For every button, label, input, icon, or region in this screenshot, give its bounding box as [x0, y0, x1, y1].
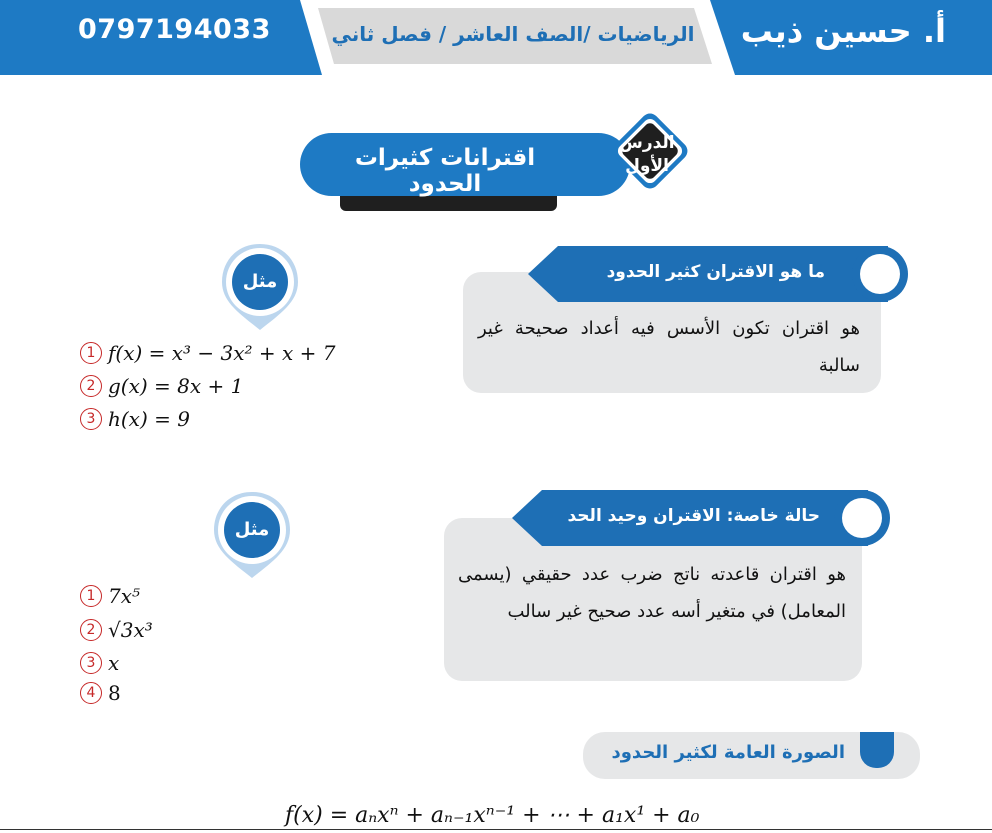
- item-number: 3: [80, 408, 102, 430]
- definition-text: هو اقتران تكون الأسس فيه أعداد صحيحة غير سالبة: [478, 318, 860, 376]
- example2-item-4: [80, 681, 121, 705]
- item-expression: 8: [108, 681, 121, 705]
- item-expression: f(x) = x³ − 3x² + x + 7: [108, 341, 336, 365]
- general-form-title: الصورة العامة لكثير الحدود: [611, 742, 845, 763]
- example1-item-1: [80, 341, 336, 365]
- phone-number: 0797194033: [78, 14, 271, 45]
- item-expression: h(x) = 9: [108, 407, 190, 431]
- item-number: 2: [80, 375, 102, 397]
- special-case-text: هو اقتران قاعدته ناتج ضرب عدد حقيقي (يسمى المعامل) في متغير أسه عدد صحيح غير سالب: [458, 564, 846, 622]
- example-label-1: مثل: [242, 271, 278, 292]
- example2-item-2: [80, 618, 153, 642]
- item-expression: 7x⁵: [108, 584, 141, 608]
- item-number: 1: [80, 585, 102, 607]
- item-number: 1: [80, 342, 102, 364]
- general-form-icon: [860, 732, 894, 768]
- item-expression: √3x³: [108, 618, 153, 642]
- item-number: 3: [80, 652, 102, 674]
- item-number: 2: [80, 619, 102, 641]
- page-bottom-rule: [0, 829, 992, 830]
- lesson-badge-label: الدرس الأول: [619, 133, 675, 176]
- example2-item-1: [80, 584, 140, 608]
- lesson-title: اقترانات كثيرات الحدود: [354, 145, 536, 197]
- example1-item-3: [80, 407, 190, 431]
- special-case-title: حالة خاصة: الاقتران وحيد الحد: [567, 506, 820, 526]
- general-form-formula: f(x) = aₙxⁿ + aₙ₋₁xⁿ⁻¹ + ⋯ + a₁x¹ + a₀: [285, 803, 700, 828]
- example1-item-2: [80, 374, 243, 398]
- item-number: 4: [80, 682, 102, 704]
- item-expression: g(x) = 8x + 1: [108, 374, 244, 398]
- subject-label: الرياضيات /الصف العاشر / فصل ثاني: [331, 22, 695, 46]
- definition-title: ما هو الاقتران كثير الحدود: [606, 262, 825, 282]
- teacher-name: أ. حسين ذيب: [740, 12, 946, 50]
- example2-item-3: [80, 651, 119, 675]
- item-expression: x: [108, 651, 120, 675]
- example-label-2: مثل: [234, 519, 270, 540]
